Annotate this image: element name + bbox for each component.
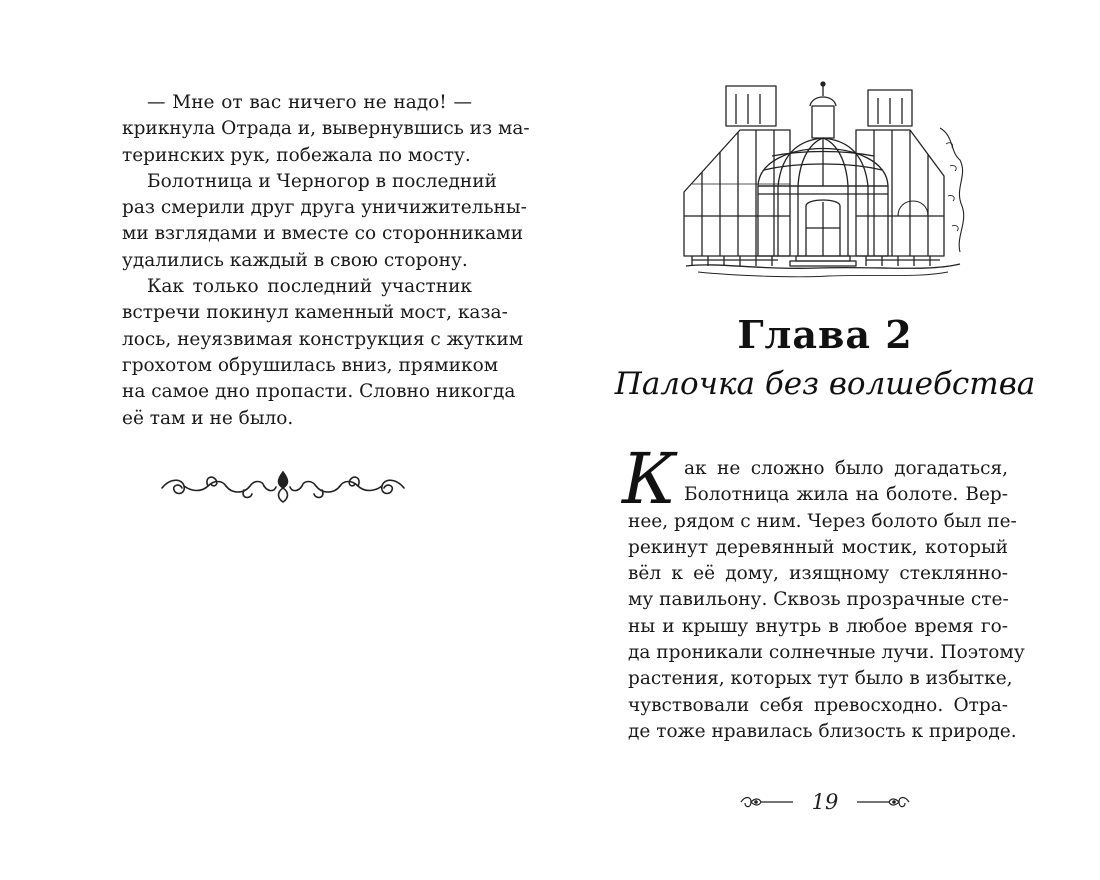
text-line: лось, неуязвимая конструкция с жутким (122, 328, 524, 350)
text-line: Болотница жила на болоте. Вер- (684, 484, 1008, 506)
folio-flourish-icon (855, 794, 911, 810)
text-line: да проникали солнечные лучи. Поэтому (628, 642, 1025, 664)
text-line: теринских рук, побежала по мосту. (122, 144, 471, 166)
text-line: ны и крышу внутрь в любое время го- (628, 615, 1008, 637)
glass-pavilion-illustration (678, 66, 968, 288)
right-page (550, 0, 1100, 880)
text-line: Болотница и Черногор в последний (147, 170, 497, 192)
text-line: раз смерили друг друга уничижительны- (122, 197, 527, 219)
drop-cap: К (622, 438, 677, 520)
left-page-text (122, 90, 530, 432)
page-number: 19 (811, 789, 839, 814)
flourish-divider-icon (158, 470, 408, 504)
text-line: встречи покинул каменный мост, каза- (122, 302, 508, 324)
chapter-subtitle: Палочка без волшебства (614, 366, 1036, 402)
text-line: Как только последний участник (147, 276, 472, 298)
text-line: — Мне от вас ничего не надо! — (147, 92, 472, 113)
text-line: нее, рядом с ним. Через болото был пе- (628, 510, 1017, 532)
text-line: её там и не было. (122, 407, 294, 429)
page-footer (550, 788, 1100, 814)
text-line: грохотом обрушилась вниз, прямиком (122, 354, 499, 376)
text-line: на самое дно пропасти. Словно никогда (122, 381, 516, 403)
text-line: му павильону. Сквозь прозрачные сте- (628, 589, 1009, 611)
folio-flourish-icon (739, 794, 795, 810)
text-line: рекинут деревянный мостик, который (628, 536, 1008, 558)
right-page-text (628, 456, 1025, 745)
text-line: крикнула Отрада и, вывернувшись из ма- (122, 118, 530, 140)
text-line: де тоже нравилась близость к природе. (628, 720, 1017, 742)
text-line: растения, которых тут было в избытке, (628, 668, 1013, 690)
text-line: ми взглядами и вместе со сторонниками (122, 223, 524, 245)
text-line: ак не сложно было догадаться, (684, 458, 1008, 479)
chapter-title: Глава 2 (737, 312, 913, 357)
text-line: чувствовали себя превосходно. Отра- (628, 694, 1008, 716)
text-line: удалились каждый в свою сторону. (122, 249, 468, 271)
text-line: вёл к её дому, изящному стеклянно- (628, 563, 1008, 585)
